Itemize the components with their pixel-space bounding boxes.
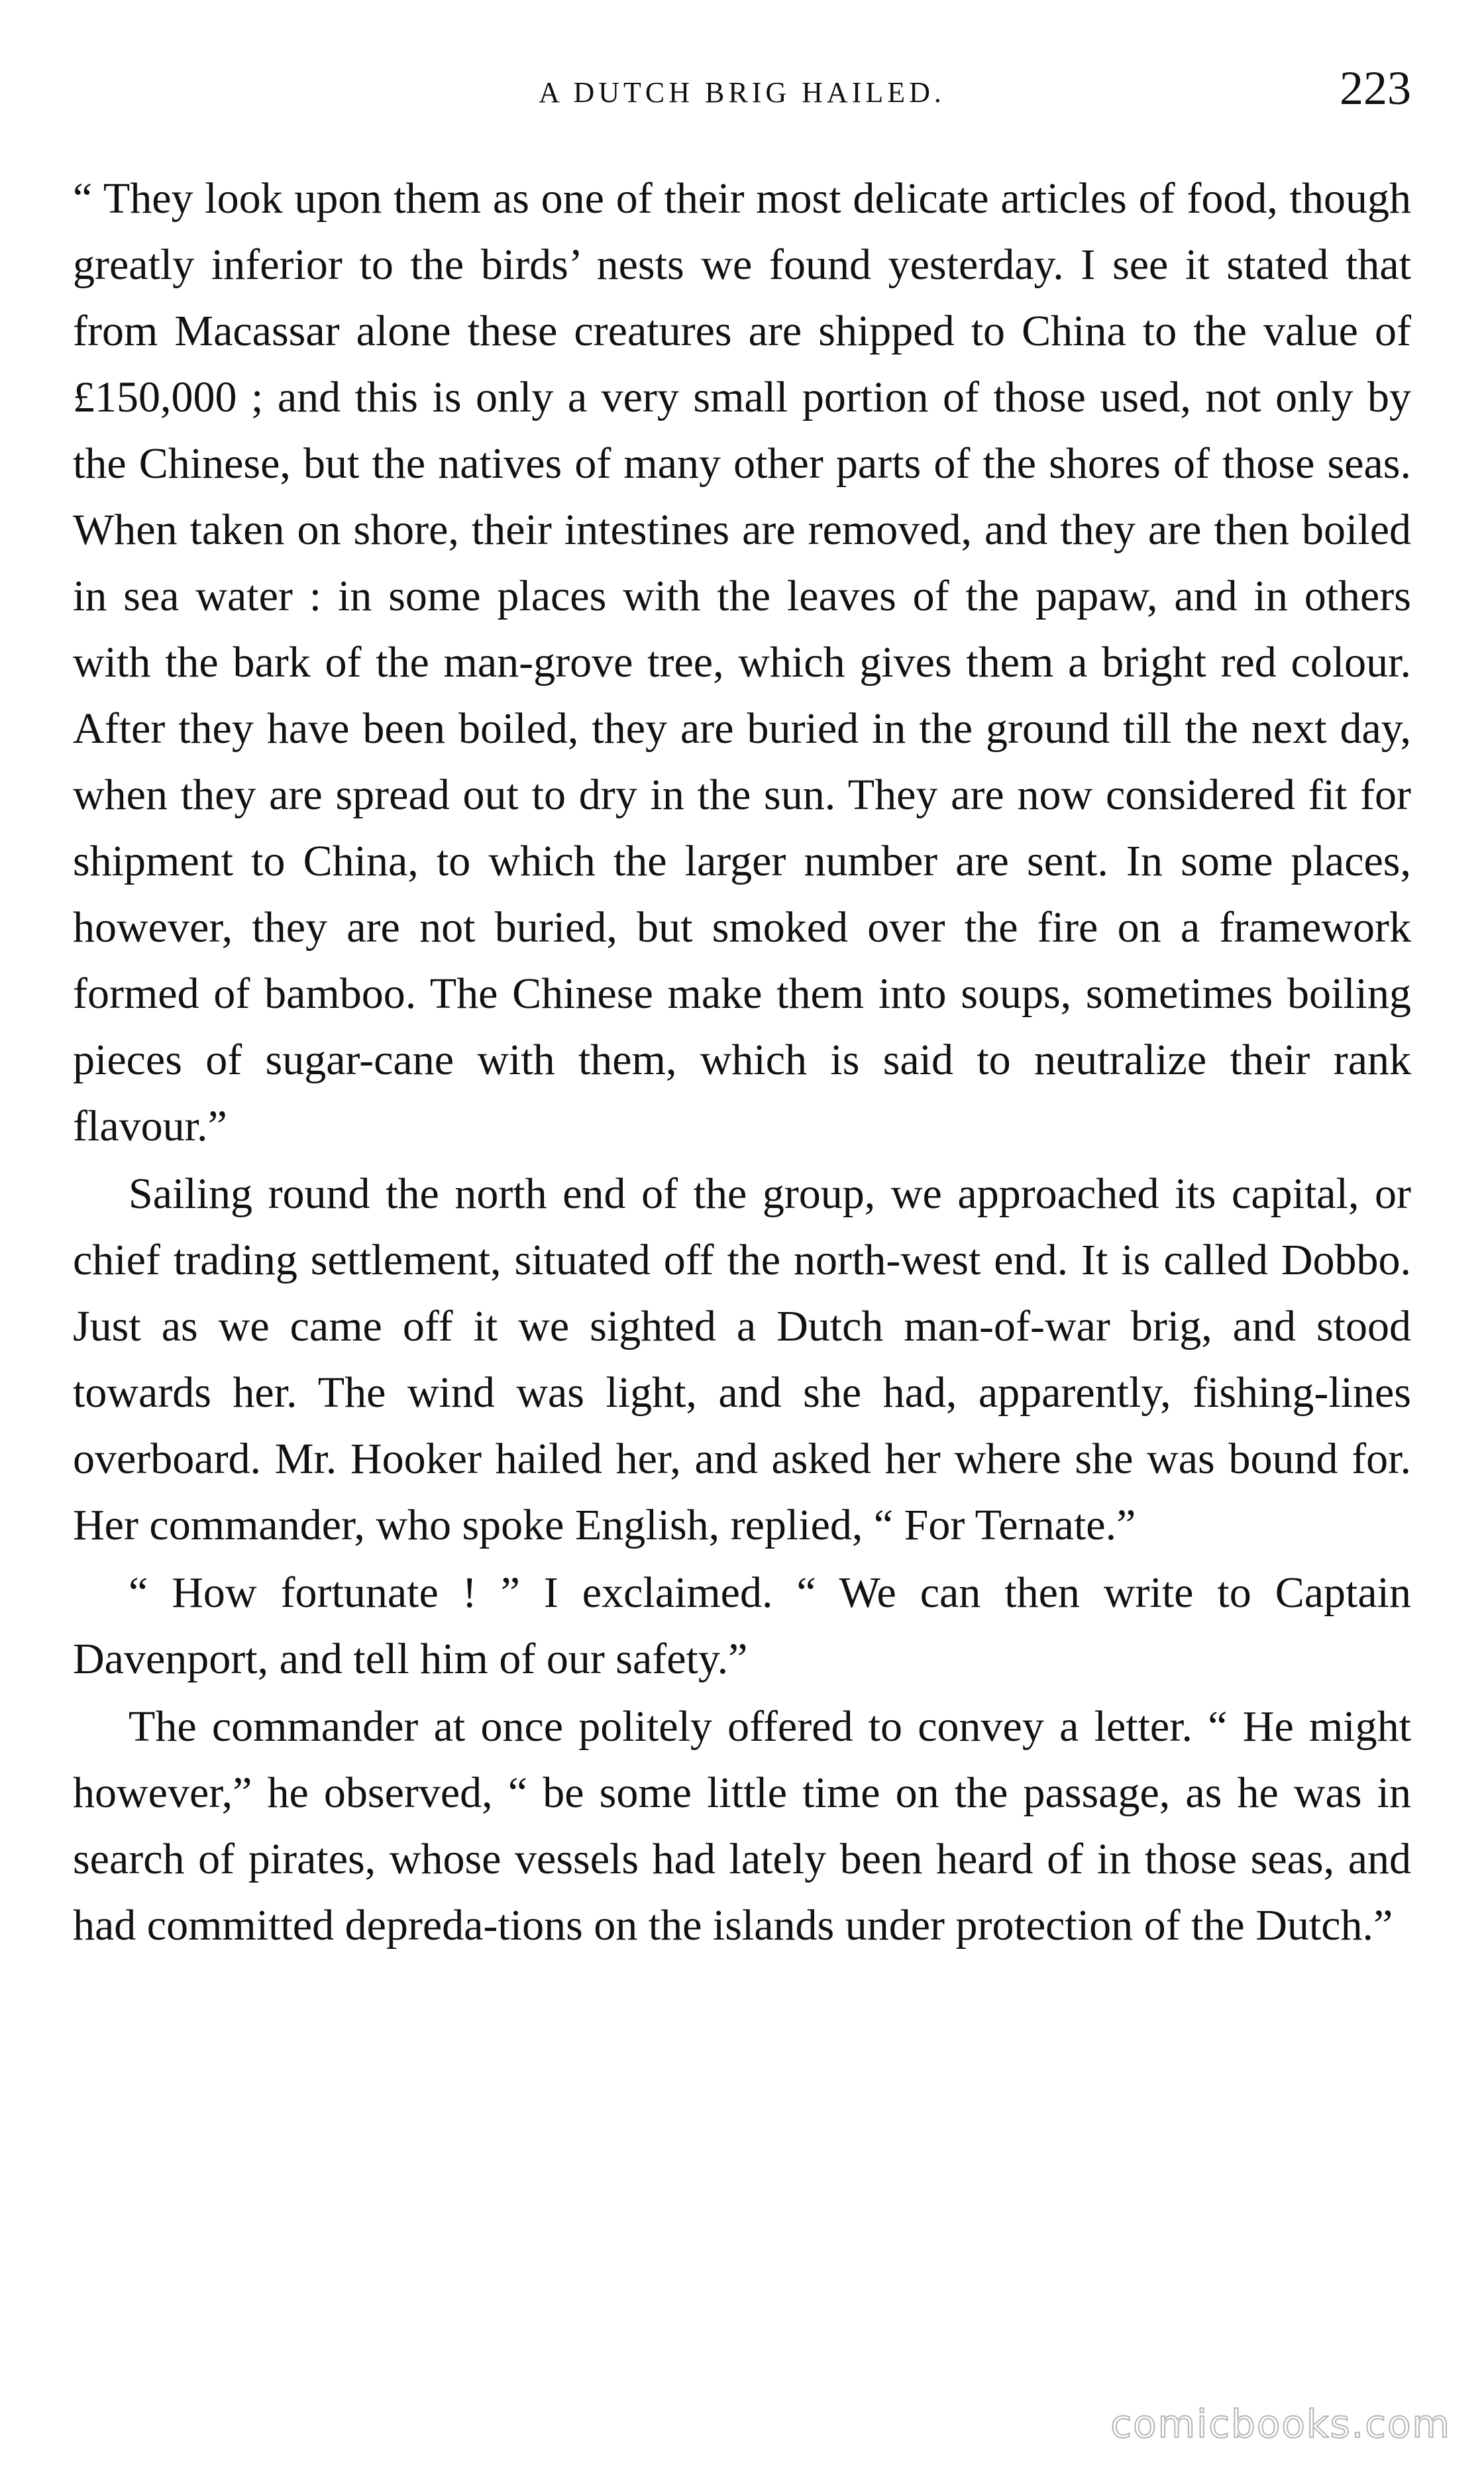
- paragraph-commander: The commander at once politely offered to convey a letter. “ He might however,” he observed, “ be some little time on the passage, as he was in search of pirates, whose vessels had lately been heard of in those seas, and had committed depreda-tions on the islands under protection of the Dutch.”: [73, 1702, 1411, 1950]
- watermark: comicbooks.com: [1110, 2401, 1451, 2446]
- paragraph-sailing: Sailing round the north end of the group, we approached its capital, or chief trading settlement, situated off the north-west end. It is called Dobbo. Just as we came off it we sighted a Dutch man-of-war brig, and stood towards her. The wind was light, and she had, apparently, fishing-lines overboard. Mr. Hooker hailed her, and asked her where she was bound for. Her commander, who spoke English, replied, “ For Ternate.”: [73, 1170, 1411, 1549]
- paragraph-exclamation: “ How fortunate ! ” I exclaimed. “ We can then write to Captain Davenport, and tell him of our safety.”: [73, 1568, 1411, 1683]
- paragraph-quote: “ They look upon them as one of their most delicate articles of food, though greatly inferior to the birds’ nests we found yesterday. I see it stated that from Macassar alone these creatures are shipped to China to the value of £150,000 ; and this is only a very small portion of those used, not only by the Chinese, but the natives of many other parts of the shores of those seas. When taken on shore, their intestines are removed, and they are then boiled in sea water : in some places with the leaves of the papaw, and in others with the bark of the man-grove tree, which gives them a bright red colour. After they have been boiled, they are buried in the ground till the next day, when they are spread out to dry in the sun. They are now considered fit for shipment to China, to which the larger number are sent. In some places, however, they are not buried, but smoked over the fire on a framework formed of bamboo. The Chinese make them into soups, sometimes boiling pieces of sugar-cane with them, which is said to neutralize their rank flavour.”: [73, 174, 1411, 1150]
- page-number: 223: [1340, 62, 1411, 115]
- running-head: [73, 61, 1411, 127]
- body-text: [73, 166, 1411, 1960]
- running-title: A DUTCH BRIG HAILED.: [539, 76, 945, 109]
